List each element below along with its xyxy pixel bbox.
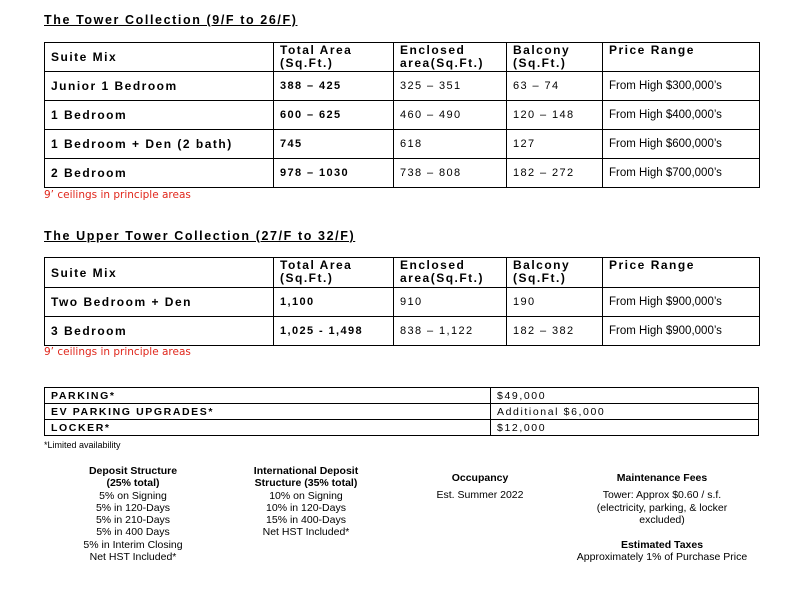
maintenance-line: (electricity, parking, & locker (596, 501, 728, 514)
extra-label: EV PARKING UPGRADES* (45, 404, 491, 420)
enclosed-area: 325 – 351 (394, 72, 507, 101)
extra-label: PARKING* (45, 388, 491, 404)
maintenance-line: Tower: Approx $0.60 / s.f. (602, 489, 722, 502)
suite-name: 1 Bedroom + Den (2 bath) (45, 130, 274, 159)
maintenance-fees (570, 472, 754, 526)
deposit-line: 5% in 400 Days (96, 526, 170, 539)
intl-deposit-line: 10% in 120-Days (266, 501, 346, 514)
table-row (45, 404, 759, 420)
upper-suite-table (44, 257, 760, 346)
header-total-area: Total Area (Sq.Ft.) (274, 258, 394, 288)
maintenance-line: excluded) (639, 513, 685, 526)
total-area: 745 (274, 130, 394, 159)
header-suite-mix: Suite Mix (45, 258, 274, 288)
price-range: From High $600,000’s (603, 130, 760, 159)
table-row (45, 288, 760, 317)
extra-value: Additional $6,000 (491, 404, 759, 420)
table-row (45, 159, 760, 188)
table-row (45, 317, 760, 346)
balcony-area: 127 (507, 130, 603, 159)
header-balcony: Balcony (Sq.Ft.) (507, 258, 603, 288)
table-header-row (45, 258, 760, 288)
ceiling-note: 9’ ceilings in principle areas (44, 346, 191, 358)
suite-name: Junior 1 Bedroom (45, 72, 274, 101)
deposit-line: 5% in 210-Days (95, 514, 171, 527)
intl-deposit-heading: Structure (35% total) (254, 477, 358, 490)
total-area: 1,100 (274, 288, 394, 317)
estimated-taxes (566, 539, 758, 564)
tower-collection-title: The Tower Collection (9/F to 26/F) (44, 13, 298, 27)
header-total-area: Total Area (Sq.Ft.) (274, 43, 394, 72)
price-range: From High $300,000’s (603, 72, 760, 101)
suite-name: Two Bedroom + Den (45, 288, 274, 317)
deposit-line: 5% on Signing (99, 489, 167, 502)
deposit-structure (72, 465, 194, 563)
total-area: 978 – 1030 (274, 159, 394, 188)
tower-suite-table (44, 42, 760, 188)
balcony-area: 190 (507, 288, 603, 317)
table-row (45, 388, 759, 404)
enclosed-area: 838 – 1,122 (394, 317, 507, 346)
table-row (45, 130, 760, 159)
table-row (45, 101, 760, 130)
deposit-line: 5% in Interim Closing (83, 538, 183, 551)
occupancy (418, 472, 542, 502)
upper-tower-collection-title: The Upper Tower Collection (27/F to 32/F) (44, 229, 356, 243)
intl-deposit-line: 10% on Signing (269, 489, 343, 502)
header-price-range: Price Range (603, 258, 760, 288)
total-area: 600 – 625 (274, 101, 394, 130)
header-enclosed-area: Enclosed area(Sq.Ft.) (394, 43, 507, 72)
deposit-subheading: (25% total) (106, 477, 160, 490)
balcony-area: 63 – 74 (507, 72, 603, 101)
enclosed-area: 618 (394, 130, 507, 159)
intl-deposit-line: Net HST Included* (262, 526, 350, 539)
table-row (45, 72, 760, 101)
suite-name: 2 Bedroom (45, 159, 274, 188)
intl-deposit-heading: International Deposit (253, 465, 359, 477)
header-price-range: Price Range (603, 43, 760, 72)
taxes-value: Approximately 1% of Purchase Price (576, 551, 748, 564)
suite-name: 1 Bedroom (45, 101, 274, 130)
extras-table (44, 387, 759, 436)
intl-deposit-line: 15% in 400-Days (266, 514, 346, 527)
price-range: From High $400,000’s (603, 101, 760, 130)
price-range: From High $900,000’s (603, 288, 760, 317)
deposit-line: Net HST Included* (89, 551, 177, 564)
table-header-row (45, 43, 760, 72)
extra-value: $12,000 (491, 420, 759, 436)
balcony-area: 120 – 148 (507, 101, 603, 130)
header-balcony: Balcony (Sq.Ft.) (507, 43, 603, 72)
taxes-heading: Estimated Taxes (620, 539, 704, 551)
ceiling-note: 9’ ceilings in principle areas (44, 189, 191, 201)
maintenance-heading: Maintenance Fees (616, 472, 708, 484)
enclosed-area: 460 – 490 (394, 101, 507, 130)
enclosed-area: 910 (394, 288, 507, 317)
international-deposit-structure (236, 465, 376, 539)
extra-label: LOCKER* (45, 420, 491, 436)
total-area: 388 – 425 (274, 72, 394, 101)
limited-availability-note: *Limited availability (44, 440, 121, 450)
header-enclosed-area: Enclosed area(Sq.Ft.) (394, 258, 507, 288)
total-area: 1,025 - 1,498 (274, 317, 394, 346)
deposit-heading: Deposit Structure (88, 465, 178, 477)
price-range: From High $700,000’s (603, 159, 760, 188)
header-suite-mix: Suite Mix (45, 43, 274, 72)
price-range: From High $900,000’s (603, 317, 760, 346)
occupancy-heading: Occupancy (451, 472, 509, 484)
suite-name: 3 Bedroom (45, 317, 274, 346)
balcony-area: 182 – 382 (507, 317, 603, 346)
enclosed-area: 738 – 808 (394, 159, 507, 188)
extra-value: $49,000 (491, 388, 759, 404)
deposit-line: 5% in 120-Days (95, 501, 171, 514)
occupancy-value: Est. Summer 2022 (436, 489, 524, 502)
table-row (45, 420, 759, 436)
balcony-area: 182 – 272 (507, 159, 603, 188)
